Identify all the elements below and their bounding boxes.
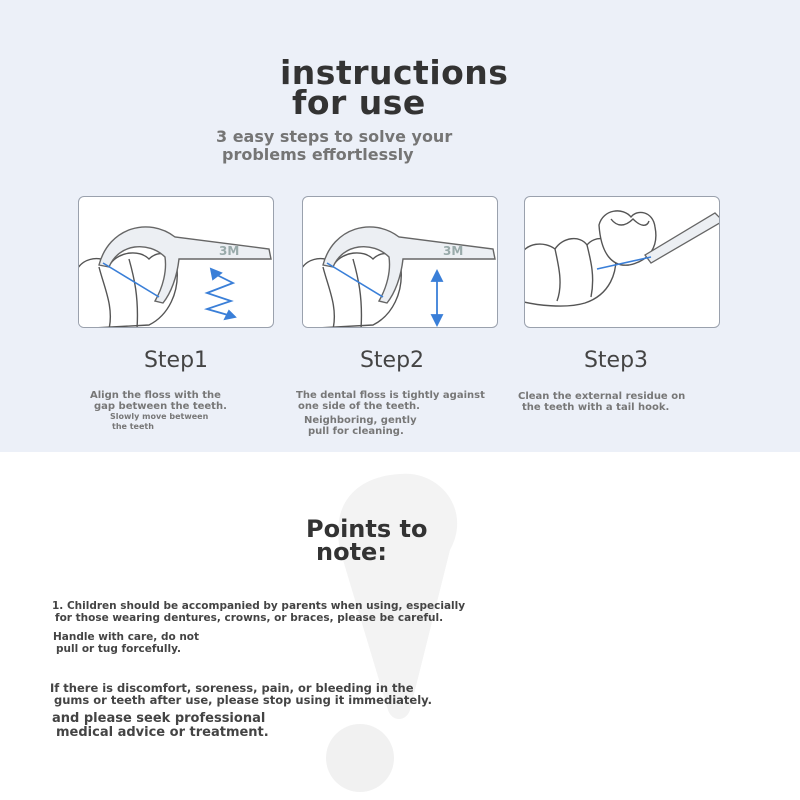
step3-illustration bbox=[524, 196, 720, 328]
subtitle-line-2: problems effortlessly bbox=[222, 145, 414, 164]
step3-desc-line: the teeth with a tail hook. bbox=[522, 402, 670, 413]
note-line: and please seek professional bbox=[52, 711, 266, 726]
note-line: medical advice or treatment. bbox=[56, 725, 269, 740]
note-line: Handle with care, do not bbox=[53, 631, 200, 643]
step2-desc-line: Neighboring, gently bbox=[304, 415, 417, 426]
step1-title: Step1 bbox=[143, 348, 209, 373]
step2-desc-line: The dental floss is tightly against bbox=[296, 390, 485, 401]
step3-title: Step3 bbox=[583, 348, 649, 373]
tooth-icon bbox=[525, 211, 656, 306]
subtitle-line-1: 3 easy steps to solve your bbox=[216, 127, 453, 146]
zigzag-arrow-icon bbox=[207, 269, 235, 319]
step2-title: Step2 bbox=[359, 348, 425, 373]
step1-desc-line: Slowly move between bbox=[110, 412, 209, 421]
note-line: gums or teeth after use, please stop using it immediately. bbox=[54, 693, 432, 707]
note-line: 1. Children should be accompanied by parents when using, especially bbox=[52, 600, 466, 612]
step2-description bbox=[296, 390, 496, 437]
step1-illustration bbox=[78, 196, 274, 328]
notes-title-line-1: Points to bbox=[306, 515, 428, 543]
step3-description bbox=[518, 391, 718, 413]
note-line: pull or tug forcefully. bbox=[56, 643, 181, 655]
note-item-2 bbox=[53, 631, 253, 655]
step1-description bbox=[90, 390, 260, 432]
step2-desc-line: one side of the teeth. bbox=[298, 401, 420, 412]
step2-desc-line: pull for cleaning. bbox=[308, 426, 404, 437]
vertical-arrow-icon bbox=[432, 271, 442, 325]
tool-brand-label: 3M bbox=[443, 244, 464, 258]
note-item-3 bbox=[50, 682, 490, 706]
title-line-1: instructions bbox=[280, 53, 509, 92]
note-line: for those wearing dentures, crowns, or braces, please be careful. bbox=[55, 612, 444, 624]
step3-desc-line: Clean the external residue on bbox=[518, 391, 686, 402]
step1-desc-line: gap between the teeth. bbox=[94, 401, 227, 412]
tool-brand-label: 3M bbox=[219, 244, 240, 258]
notes-title bbox=[306, 515, 506, 566]
step1-desc-line: Align the floss with the bbox=[90, 390, 221, 401]
step1-desc-line: the teeth bbox=[112, 422, 154, 431]
note-line: If there is discomfort, soreness, pain, or bleeding in the bbox=[50, 681, 414, 695]
page-title bbox=[280, 53, 580, 122]
step2-illustration bbox=[302, 196, 498, 328]
note-item-4 bbox=[52, 712, 352, 740]
note-item-1 bbox=[52, 600, 512, 624]
page-subtitle bbox=[216, 128, 596, 164]
title-line-2: for use bbox=[292, 83, 426, 122]
notes-title-line-2: note: bbox=[316, 538, 387, 566]
